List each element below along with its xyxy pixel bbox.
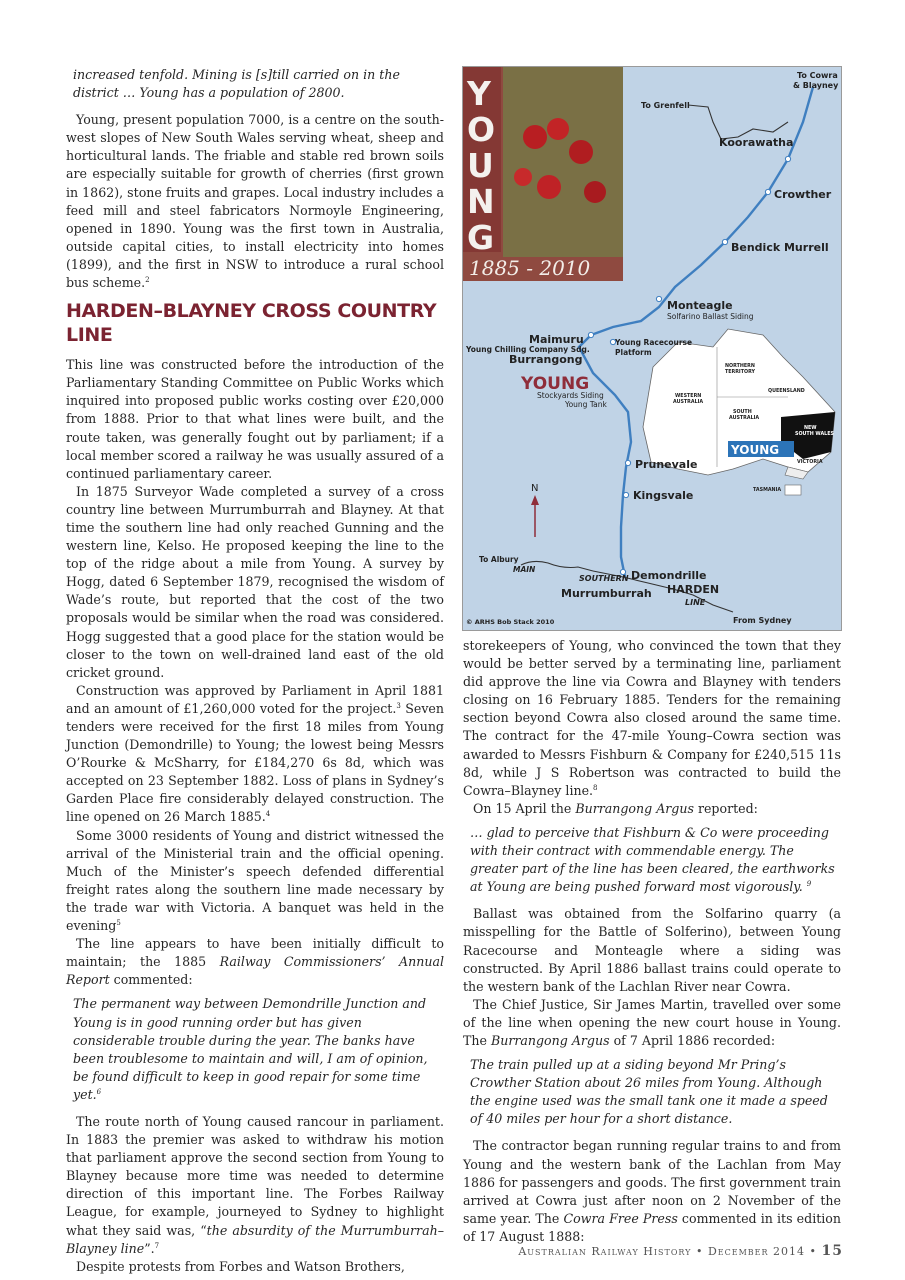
- paragraph-r3: Ballast was obtained from the Solfarino quarry (a misspelling for the Battle of Solferino), between Young Racecourse and Monteagle where a siding was constructed. By April 1886 ballast trains could operate to the western bank of the Lachlan River near Cowra.: [463, 906, 841, 994]
- route-map-graphic: [463, 67, 841, 630]
- svg-text:LINE: LINE: [685, 598, 706, 607]
- argus-quote-2: The train pulled up at a siding beyond Mr Pring’s Crowther Station about 26 miles from Young. Although the engine used was the small tank one it made a speed of 40 miles per hour for a short distance.: [470, 1057, 828, 1127]
- svg-text:Demondrille: Demondrille: [631, 569, 707, 582]
- north-arrow-label: N: [531, 483, 539, 494]
- svg-text:Solfarino Ballast Siding: Solfarino Ballast Siding: [667, 312, 754, 321]
- svg-text:Bendick Murrell: Bendick Murrell: [731, 241, 829, 254]
- page-number: 15: [821, 1243, 843, 1259]
- svg-text:VICTORIA: VICTORIA: [797, 460, 823, 465]
- svg-text:Young Racecourse: Young Racecourse: [615, 338, 693, 347]
- svg-text:NORTHERN: NORTHERN: [725, 364, 755, 369]
- inset-young-label: YOUNG: [731, 443, 780, 457]
- svg-text:To Cowra: To Cowra: [797, 71, 838, 80]
- paragraph-r5: The contractor began running regular trains to and from Young and the western bank of the Lachlan from May 1886 for passengers and goods. The first government train arrived at Cowra just after noon on 2 November of the same year. The Cowra Free Press commented in its edition of 17 August 1888:: [463, 1138, 842, 1244]
- svg-text:Monteagle: Monteagle: [667, 299, 733, 312]
- svg-text:From Sydney: From Sydney: [733, 616, 792, 625]
- svg-text:SOUTH WALES: SOUTH WALES: [795, 432, 834, 437]
- left-column: [66, 66, 444, 1276]
- svg-text:© ARHS Bob Stack 2010: © ARHS Bob Stack 2010: [466, 618, 555, 626]
- svg-text:Kingsvale: Kingsvale: [633, 489, 694, 502]
- svg-text:O: O: [467, 110, 496, 149]
- svg-text:SOUTH: SOUTH: [733, 410, 752, 415]
- paragraph-1: This line was constructed before the introduction of the Parliamentary Standing Committee on Public Works which inquired into proposed public works costing over £20,000 from 1888. Prior to that what lines were built, and the route taken, was generally fought out by parliament; if a local member scored a railway he was usually assured of a continued parliamentary career.: [66, 357, 444, 481]
- svg-text:TERRITORY: TERRITORY: [725, 370, 755, 375]
- journal-name: Australian Railway History: [518, 1245, 692, 1258]
- station-dot: [785, 156, 790, 161]
- svg-text:Maimuru: Maimuru: [529, 333, 584, 346]
- svg-text:Platform: Platform: [615, 348, 652, 357]
- map-young-label: YOUNG: [521, 374, 590, 394]
- svg-text:Burrangong: Burrangong: [509, 353, 583, 366]
- svg-text:SOUTHERN: SOUTHERN: [579, 574, 629, 583]
- svg-text:TASMANIA: TASMANIA: [753, 488, 782, 493]
- photo-title-y: Y: [467, 74, 491, 113]
- svg-text:G: G: [467, 218, 495, 257]
- right-column: [463, 637, 841, 1246]
- grenfell-road: [688, 105, 788, 139]
- page-footer: Australian Railway History • December 2014 • 15: [518, 1243, 843, 1259]
- argus-quote-1: … glad to perceive that Fishburn & Co were proceeding with their contract with commendable energy. The greater part of the line has been cleared, the earthworks at Young are being pushed forward most vigorously. $^9$: [470, 824, 835, 895]
- paragraph-7: Despite protests from Forbes and Watson Brothers,: [76, 1258, 405, 1274]
- svg-text:Prunevale: Prunevale: [635, 458, 698, 471]
- svg-text:Young Chilling Company Sdg.: Young Chilling Company Sdg.: [466, 345, 590, 354]
- photo-years: 1885 - 2010: [469, 256, 591, 280]
- section-heading: HARDEN–BLAYNEY CROSS COUNTRY LINE: [66, 300, 437, 347]
- commissioners-quote: The permanent way between Demondrille Junction and Young is in good running order but has given considerable trouble during the year. The banks have been troublesome to maintain and will, I am of opinion, be found difficult to keep in good repair for some time yet.$^6$: [73, 996, 428, 1102]
- svg-text:Crowther: Crowther: [774, 188, 832, 201]
- svg-text:Koorawatha: Koorawatha: [719, 136, 794, 149]
- svg-text:NEW: NEW: [804, 426, 817, 431]
- paragraph-2: In 1875 Surveyor Wade completed a survey of a cross country line between Murrumburrah and Blayney. At that time the southern line had only reached Gunning and the western line, Kelso. He proposed keeping the line to the top of the ridge about a mile from Young. A survey by Hogg, dated 6 September 1879, recognised the wisdom of Wade’s route, but reported that the cost of the two proposals would be similar when the road was considered. Hogg suggested that a good place for the station would be closer to the town on well-drained land east of the old cricket ground.: [66, 483, 444, 680]
- svg-text:QUEENSLAND: QUEENSLAND: [768, 389, 805, 394]
- svg-text:AUSTRALIA: AUSTRALIA: [673, 400, 704, 405]
- svg-text:U: U: [467, 146, 494, 185]
- svg-text:HARDEN: HARDEN: [667, 583, 720, 596]
- svg-text:To Albury: To Albury: [479, 555, 519, 564]
- svg-text:MAIN: MAIN: [513, 565, 536, 574]
- svg-text:& Blayney: & Blayney: [793, 81, 839, 90]
- paragraph-4: Some 3000 residents of Young and district witnessed the arrival of the Ministerial train and the official opening. Much of the Minister’s speech defended differential freight rates along the southern line made necessary by the trade war with Victoria. A banquet was held in the evening$^5$: [66, 827, 444, 934]
- svg-text:Young Tank: Young Tank: [565, 400, 607, 409]
- paragraph-r2: On 15 April the Burrangong Argus reported:: [473, 800, 758, 816]
- paragraph-3: Construction was approved by Parliament in April 1881 and an amount of £1,260,000 voted for the project.$^3$ Seven tenders were received for the first 18 miles from Young Junction (Demondrille) to Young; the lowest being Messrs O’Rourke & McSharry, for £184,270 6s 8d, which was accepted on 23 September 1882. Loss of plans in Sydney’s Garden Place fire considerably delayed construction. The line opened on 26 March 1885.$^4$: [66, 682, 444, 825]
- intro-quote: increased tenfold. Mining is [s]till carried on in the district … Young has a population of 2800.: [73, 67, 400, 101]
- svg-text:To Grenfell: To Grenfell: [641, 101, 690, 110]
- route-map: [462, 66, 842, 631]
- svg-text:Stockyards Siding: Stockyards Siding: [537, 391, 604, 400]
- paragraph-5: The line appears to have been initially difficult to maintain; the 1885 Railway Commissioners’ Annual Report commented:: [66, 936, 444, 988]
- svg-text:Murrumburrah: Murrumburrah: [561, 587, 652, 600]
- svg-text:WESTERN: WESTERN: [675, 394, 702, 399]
- svg-text:AUSTRALIA: AUSTRALIA: [729, 416, 760, 421]
- svg-text:N: N: [467, 182, 495, 221]
- paragraph-6: The route north of Young caused rancour in parliament. In 1883 the premier was asked to withdraw his motion that parliament approve the second section from Young to Blayney because more time was needed to determine direction of this important line. The Forbes Railway League, for example, journeyed to Sydney to highlight what they said was, “the absurdity of the Murrumburrah–Blayney line”.$^7$: [66, 1113, 444, 1256]
- paragraph-r4: The Chief Justice, Sir James Martin, travelled over some of the line when opening the new court house in Young. The Burrangong Argus of 7 April 1886 recorded:: [463, 996, 841, 1048]
- paragraph-young: Young, present population 7000, is a centre on the south-west slopes of New South Wales serving wheat, sheep and horticultural lands. The friable and stable red brown soils are especially suitable for growth of cherries (first grown in 1862), stone fruits and grapes. Local industry includes a feed mill and steel fabricators Normoyle Engineering, opened in 1890. Young was the first town in Australia, outside capital cities, to install electricity into homes (1899), and the first in NSW to introduce a rural school bus scheme.$^2$: [66, 112, 444, 291]
- paragraph-r1: storekeepers of Young, who convinced the town that they would be better served by a terminating line, parliament did approve the line via Cowra and Blayney with tenders closing on 16 February 1885. Tenders for the remaining section beyond Cowra also closed around the same time. The contract for the 47-mile Young–Cowra section was awarded to Messrs Fishburn & Company for £240,515 11s 8d, while J S Robertson was contracted to build the Cowra–Blayney line.$^8$: [463, 638, 841, 798]
- issue-date: December 2014: [707, 1245, 806, 1258]
